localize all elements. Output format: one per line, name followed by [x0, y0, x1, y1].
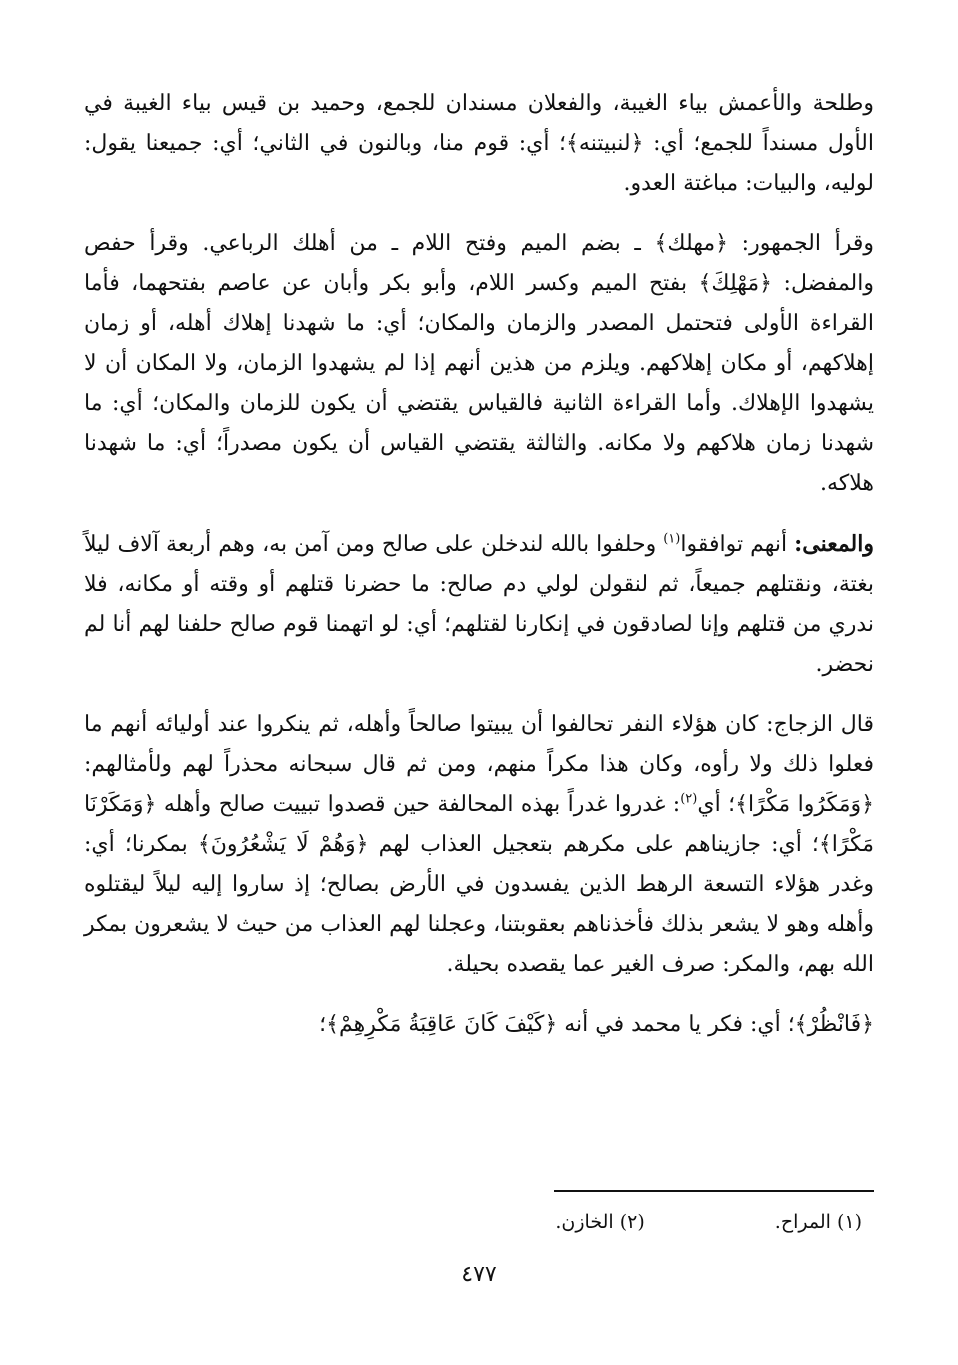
meaning-text-rest: وحلفوا بالله لندخلن على صالح ومن آمن به، وهم أربعة آلاف ليلاً بغتة، ونقتلهم جميعاً، ثم لنقولن لولي دم صالح: ما حضرنا قتلهم أو وقته أو مكانه، فلا ندري من قتلهم وإنا لصادقون في إنكارنا لقتلهم؛ أي: لو اتهمنا قوم صالح حلفنا لهم أنا لم نحضر.	[84, 532, 874, 677]
footnote-2: (٢) الخازن.	[555, 1211, 645, 1233]
meaning-text-start: أنهم توافقوا	[680, 532, 795, 557]
footnote-ref-2[interactable]: (٢)	[680, 791, 698, 807]
page-number: ٤٧٧	[461, 1262, 497, 1287]
page-body	[84, 84, 874, 1045]
zajjaj-text-start: قال الزجاج: كان هؤلاء النفر تحالفوا أن يبيتوا صالحاً وأهله، ثم ينكروا عند أوليائه أنهم ما فعلوا ذلك ولا رأوه، وكان هذا مكراً منهم، ومن ثم قال سبحانه محذراً لهم ولأمثالهم: ﴿وَمَكَرُوا مَكْرًا﴾؛ أي	[84, 712, 874, 817]
footnote-1: (١) المراح.	[774, 1211, 862, 1233]
footnote-divider	[554, 1190, 874, 1192]
paragraph-fanzur: ﴿فَانْظُرْ﴾؛ أي: فكر يا محمد في أنه ﴿كَيْفَ كَانَ عَاقِبَةُ مَكْرِهِمْ﴾؛	[319, 1012, 874, 1037]
footnotes	[302, 1208, 862, 1236]
footnote-ref-1[interactable]: (١)	[663, 531, 681, 547]
zajjaj-text-rest: : غدروا غدراً بهذه المحالفة حين قصدوا تبييت صالح وأهله ﴿وَمَكَرْنَا مَكْرًا﴾؛ أي: جازيناهم على مكرهم بتعجيل العذاب لهم ﴿وَهُمْ لَا يَشْعُرُونَ﴾ بمكرنا؛ أي: وغدر هؤلاء التسعة الرهط الذين يفسدون في الأرض بصالح؛ إذ ساروا إليه ليلاً ليقتلوه وأهله وهو لا يشعر بذلك فأخذناهم بعقوبتنا، وعجلنا لهم العذاب من حيث لا يشعرون بمكر الله بهم، والمكر: صرف الغير عما يقصده بحيلة.	[84, 792, 874, 977]
paragraph-zajjaj	[84, 705, 874, 985]
meaning-label: والمعنى:	[794, 531, 874, 557]
paragraph-meaning	[84, 524, 874, 685]
paragraph-readings: وطلحة والأعمش بياء الغيبة، والفعلان مسندان للجمع، وحميد بن قيس بياء الغيبة في الأول مسنداً للجمع؛ أي: ﴿لنبيتنه﴾؛ أي: قوم منا، وبالنون في الثاني؛ أي: جميعنا يقول: لوليه، والبيات: مباغتة العدو.	[84, 91, 874, 196]
paragraph-mahlik: وقرأ الجمهور: ﴿مهلك﴾ ـ بضم الميم وفتح اللام ـ من أهلك الرباعي. وقرأ حفص والمفضل: ﴿مَهْلِكَ﴾ بفتح الميم وكسر اللام، وأبو بكر وأبان عن عاصم بفتحهما، فأما القراءة الأولى فتحتمل المصدر والزمان والمكان؛ أي: ما شهدنا إهلاك أهله، أو زمان إهلاكهم، أو مكان إهلاكهم. ويلزم من هذين أنهم إذا لم يشهدوا الزمان، ولا المكان أن لا يشهدوا الإهلاك. وأما القراءة الثانية فالقياس يقتضي أن يكون للزمان والمكان؛ أي: ما شهدنا زمان هلاكهم ولا مكانه. والثالثة يقتضي القياس أن يكون مصدراً؛ أي: ما شهدنا هلاكه.	[84, 231, 874, 496]
